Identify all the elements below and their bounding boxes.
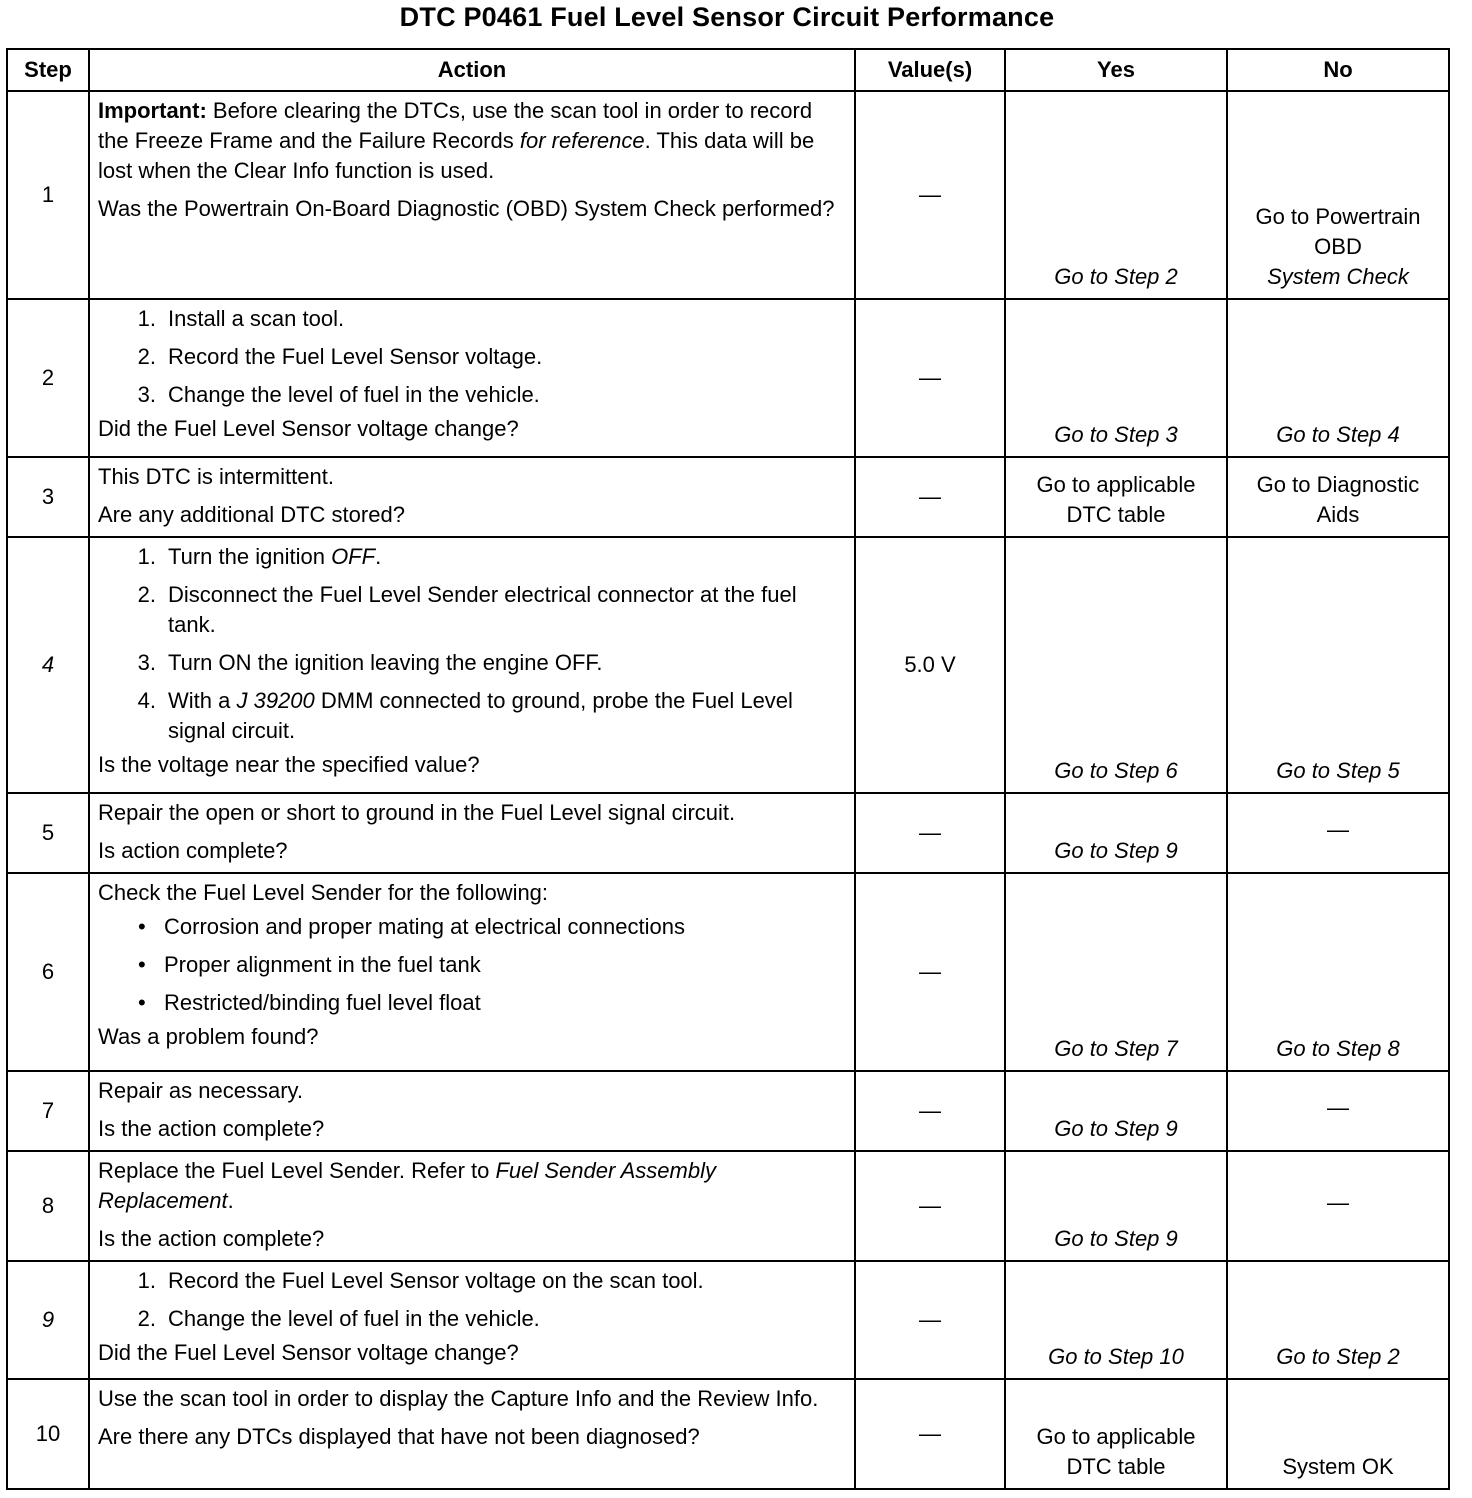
no-link[interactable]: Go to Step 5 — [1276, 758, 1400, 783]
step-number: 8 — [7, 1151, 89, 1261]
action-cell — [89, 537, 855, 793]
action-cell — [89, 1261, 855, 1379]
action-cell — [89, 1071, 855, 1151]
yes-link[interactable]: Go to Step 10 — [1048, 1344, 1184, 1369]
list-item — [98, 304, 846, 334]
action-text-part: . — [227, 1188, 234, 1213]
action-text: Check the Fuel Level Sender for the following: — [98, 880, 549, 905]
step-number: 9 — [7, 1261, 89, 1379]
no-cell — [1227, 1261, 1449, 1379]
step-number: 4 — [7, 537, 89, 793]
yes-cell[interactable]: Go to applicable DTC table — [1005, 1379, 1227, 1489]
list-item — [98, 542, 846, 572]
item-number: 3. — [137, 650, 156, 675]
table-row — [7, 1151, 1449, 1261]
item-text: Restricted/binding fuel level float — [164, 990, 481, 1015]
list-item — [98, 988, 846, 1018]
numbered-list — [98, 1266, 846, 1334]
table-row — [7, 299, 1449, 457]
no-cell — [1227, 91, 1449, 299]
action-cell — [89, 457, 855, 537]
item-number: 1. — [137, 306, 156, 331]
yes-cell — [1005, 91, 1227, 299]
yes-cell — [1005, 1261, 1227, 1379]
yes-link[interactable]: Go to Step 3 — [1054, 422, 1178, 447]
item-text: Record the Fuel Level Sensor voltage. — [168, 344, 543, 369]
bullet: • — [138, 952, 146, 977]
item-number: 1. — [137, 1268, 156, 1293]
yes-link[interactable]: Go to Step 9 — [1054, 1116, 1178, 1141]
step-number: 2 — [7, 299, 89, 457]
item-number: 2. — [137, 1306, 156, 1331]
item-text: . — [375, 544, 382, 569]
item-text: Turn the ignition — [168, 544, 332, 569]
item-number: 1. — [137, 544, 156, 569]
no-link[interactable]: Go to Step 8 — [1276, 1036, 1400, 1061]
no-cell — [1227, 873, 1449, 1071]
important-text: Before clearing the DTCs, use the scan tool in order to record the Freeze Frame and the Failure Records — [98, 98, 813, 153]
list-item — [98, 1266, 846, 1296]
diagnostic-table — [6, 48, 1450, 1490]
no-cell — [1227, 537, 1449, 793]
list-item — [98, 648, 846, 678]
question: Is action complete? — [98, 838, 288, 863]
action-cell — [89, 1379, 855, 1489]
header-values: Value(s) — [855, 49, 1005, 91]
value-cell: — — [855, 793, 1005, 873]
question: Are there any DTCs displayed that have not been diagnosed? — [98, 1424, 700, 1449]
table-row — [7, 793, 1449, 873]
list-item — [98, 686, 846, 746]
no-link[interactable]: System Check — [1267, 264, 1409, 289]
important-tail: . This data will be lost when the Clear Info function is used. — [98, 128, 815, 183]
list-item — [98, 342, 846, 372]
value-cell: — — [855, 873, 1005, 1071]
yes-link[interactable]: Go to Step 7 — [1054, 1036, 1178, 1061]
item-italic: J 39200 — [236, 688, 315, 713]
no-cell: — — [1227, 1071, 1449, 1151]
action-text: Repair as necessary. — [98, 1078, 304, 1103]
step-number: 3 — [7, 457, 89, 537]
page-title: DTC P0461 Fuel Level Sensor Circuit Performance — [399, 2, 1055, 32]
no-cell: — — [1227, 793, 1449, 873]
step-number: 1 — [7, 91, 89, 299]
header-no: No — [1227, 49, 1449, 91]
value-cell: 5.0 V — [855, 537, 1005, 793]
question: Is the voltage near the specified value? — [98, 752, 480, 777]
question: Are any additional DTC stored? — [98, 502, 405, 527]
question: Is the action complete? — [98, 1116, 325, 1141]
item-text: DMM connected to ground, probe the Fuel Level signal circuit. — [168, 688, 793, 743]
action-text: This DTC is intermittent. — [98, 464, 334, 489]
table-row — [7, 457, 1449, 537]
action-cell — [89, 1151, 855, 1261]
yes-cell — [1005, 299, 1227, 457]
table-row — [7, 91, 1449, 299]
bullet: • — [138, 990, 146, 1015]
item-number: 3. — [137, 382, 156, 407]
step-number: 10 — [7, 1379, 89, 1489]
step-number: 7 — [7, 1071, 89, 1151]
question: Is the action complete? — [98, 1226, 325, 1251]
question: Did the Fuel Level Sensor voltage change? — [98, 416, 519, 441]
value-cell: — — [855, 1379, 1005, 1489]
question: Did the Fuel Level Sensor voltage change? — [98, 1340, 519, 1365]
question: Was the Powertrain On-Board Diagnostic (OBD) System Check performed? — [98, 196, 835, 221]
important-italic: for reference — [519, 128, 645, 153]
question: Was a problem found? — [98, 1024, 319, 1049]
important-label: Important: — [98, 98, 207, 123]
action-cell — [89, 873, 855, 1071]
value-cell: — — [855, 91, 1005, 299]
action-cell — [89, 91, 855, 299]
yes-link[interactable]: Go to Step 9 — [1054, 838, 1178, 863]
no-cell — [1227, 299, 1449, 457]
yes-cell — [1005, 873, 1227, 1071]
no-cell: System OK — [1227, 1379, 1449, 1489]
yes-link[interactable]: Go to Step 9 — [1054, 1226, 1178, 1251]
header-yes: Yes — [1005, 49, 1227, 91]
table-row — [7, 1261, 1449, 1379]
list-item — [98, 1304, 846, 1334]
header-row — [7, 49, 1449, 91]
table-row — [7, 1071, 1449, 1151]
yes-cell — [1005, 793, 1227, 873]
item-text: Install a scan tool. — [168, 306, 345, 331]
step-number: 5 — [7, 793, 89, 873]
no-link[interactable]: Go to Step 2 — [1276, 1344, 1400, 1369]
item-text: Proper alignment in the fuel tank — [164, 952, 481, 977]
value-cell: — — [855, 1261, 1005, 1379]
item-text: Disconnect the Fuel Level Sender electrical connector at the fuel tank. — [168, 582, 797, 637]
action-text: Use the scan tool in order to display the Capture Info and the Review Info. — [98, 1386, 819, 1411]
no-link[interactable]: Go to Step 4 — [1276, 422, 1400, 447]
item-text: Change the level of fuel in the vehicle. — [168, 1306, 540, 1331]
item-text: Corrosion and proper mating at electrical connections — [164, 914, 685, 939]
no-text: Go to Powertrain OBD — [1255, 204, 1421, 259]
table-row — [7, 1379, 1449, 1489]
yes-cell — [1005, 1071, 1227, 1151]
reference-link[interactable]: Fuel Sender Assembly Replacement — [98, 1158, 716, 1213]
item-italic: OFF — [331, 544, 376, 569]
value-cell: — — [855, 299, 1005, 457]
item-text: Change the level of fuel in the vehicle. — [168, 382, 540, 407]
action-text-part: Replace the Fuel Level Sender. Refer to — [98, 1158, 496, 1183]
value-cell: — — [855, 1071, 1005, 1151]
yes-cell — [1005, 1151, 1227, 1261]
item-number: 2. — [137, 344, 156, 369]
action-text: Repair the open or short to ground in the Fuel Level signal circuit. — [98, 800, 736, 825]
value-cell: — — [855, 1151, 1005, 1261]
header-step: Step — [7, 49, 89, 91]
yes-link[interactable]: Go to Step 2 — [1054, 264, 1178, 289]
list-item — [98, 580, 846, 640]
list-item — [98, 912, 846, 942]
item-number: 4. — [137, 688, 156, 713]
numbered-list — [98, 304, 846, 410]
yes-link[interactable]: Go to Step 6 — [1054, 758, 1178, 783]
yes-cell[interactable]: Go to applicable DTC table — [1005, 457, 1227, 537]
header-action: Action — [89, 49, 855, 91]
bullet: • — [138, 914, 146, 939]
item-text: Turn ON the ignition leaving the engine OFF. — [168, 650, 603, 675]
action-cell — [89, 793, 855, 873]
item-number: 2. — [137, 582, 156, 607]
value-cell: — — [855, 457, 1005, 537]
no-cell[interactable]: Go to Diagnostic Aids — [1227, 457, 1449, 537]
table-row — [7, 873, 1449, 1071]
no-cell: — — [1227, 1151, 1449, 1261]
important-note — [98, 96, 846, 186]
action-text — [98, 1156, 846, 1216]
numbered-list — [98, 542, 846, 746]
list-item — [98, 380, 846, 410]
step-number: 6 — [7, 873, 89, 1071]
list-item — [98, 950, 846, 980]
item-text: Record the Fuel Level Sensor voltage on the scan tool. — [168, 1268, 704, 1293]
action-cell — [89, 299, 855, 457]
yes-cell — [1005, 537, 1227, 793]
bullet-list — [98, 912, 846, 1018]
item-text: With a — [168, 688, 237, 713]
table-row — [7, 537, 1449, 793]
